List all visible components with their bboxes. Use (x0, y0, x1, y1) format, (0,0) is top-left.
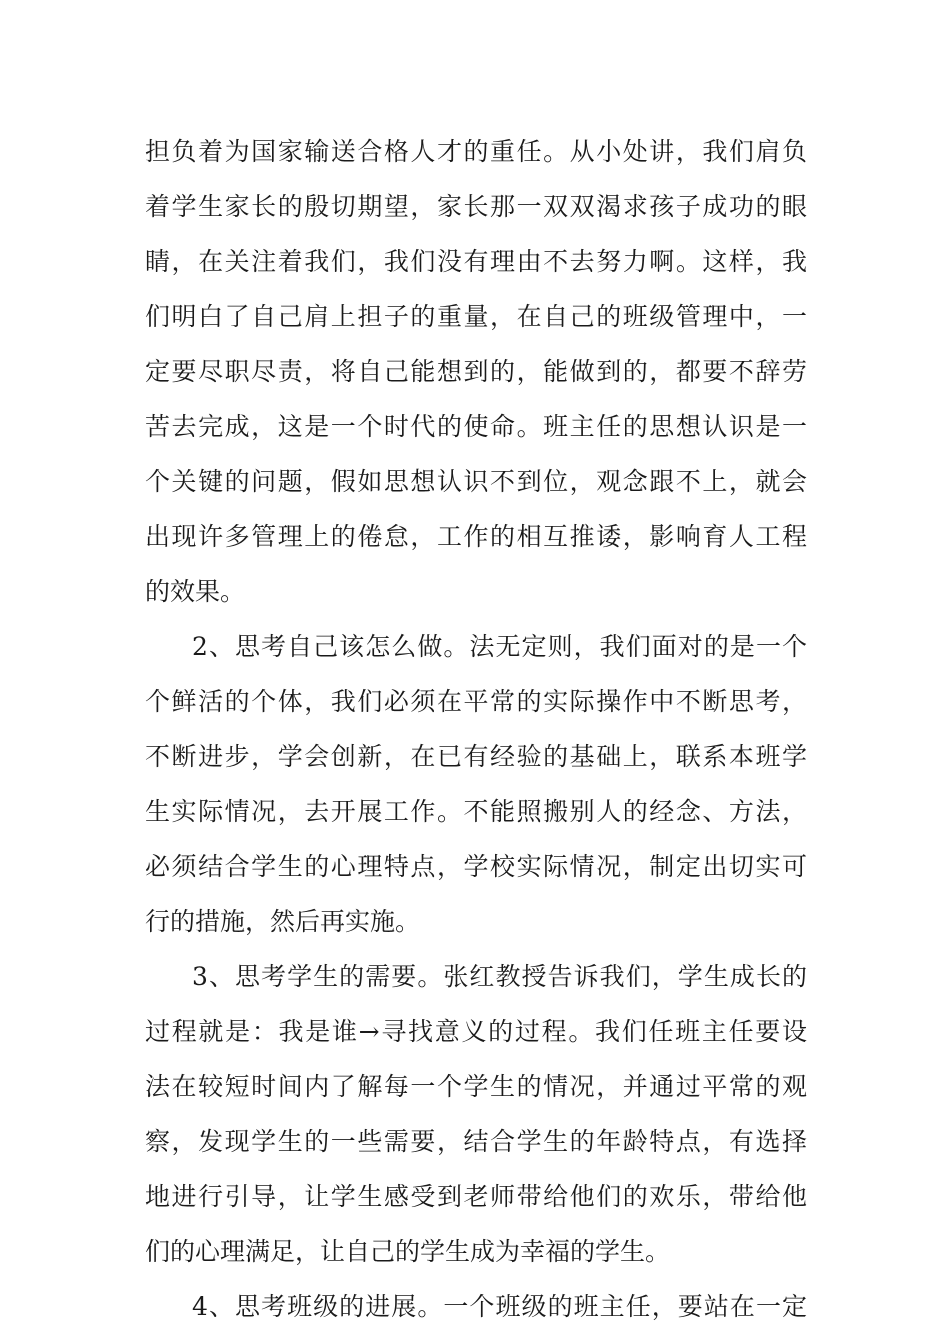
text-line-19: 察，发现学生的一些需要，结合学生的年龄特点，有选择 (145, 1127, 807, 1156)
text-line-4: 们明白了自己肩上担子的重量，在自己的班级管理中，一 (145, 302, 807, 331)
text-line-16: 3、思考学生的需要。张红教授告诉我们，学生成长的 (192, 962, 807, 991)
text-line-7: 个关键的问题，假如思想认识不到位，观念跟不上，就会 (145, 467, 807, 496)
text-line-3: 睛，在关注着我们，我们没有理由不去努力啊。这样，我 (145, 247, 807, 276)
document-body (145, 124, 807, 1334)
text-line-1: 担负着为国家输送合格人才的重任。从小处讲，我们肩负 (145, 137, 807, 166)
text-line-9: 的效果。 (145, 577, 246, 606)
text-line-13: 生实际情况，去开展工作。不能照搬别人的经念、方法， (145, 797, 807, 826)
text-line-12: 不断进步，学会创新，在已有经验的基础上，联系本班学 (145, 742, 807, 771)
text-line-2: 着学生家长的殷切期望，家长那一双双渴求孩子成功的眼 (145, 192, 807, 221)
text-line-5: 定要尽职尽责，将自己能想到的，能做到的，都要不辞劳 (145, 357, 807, 386)
text-line-8: 出现许多管理上的倦怠，工作的相互推诿，影响育人工程 (145, 522, 807, 551)
text-line-21: 们的心理满足，让自己的学生成为幸福的学生。 (145, 1237, 671, 1266)
text-line-18: 法在较短时间内了解每一个学生的情况，并通过平常的观 (145, 1072, 807, 1101)
text-line-10: 2、思考自己该怎么做。法无定则，我们面对的是一个 (192, 632, 807, 661)
text-line-22: 4、思考班级的进展。一个班级的班主任，要站在一定 (192, 1292, 807, 1321)
text-line-11: 个鲜活的个体，我们必须在平常的实际操作中不断思考， (145, 687, 807, 716)
text-line-6: 苦去完成，这是一个时代的使命。班主任的思想认识是一 (145, 412, 807, 441)
text-line-15: 行的措施，然后再实施。 (145, 907, 421, 936)
text-line-20: 地进行引导，让学生感受到老师带给他们的欢乐，带给他 (145, 1182, 807, 1211)
text-line-14: 必须结合学生的心理特点，学校实际情况，制定出切实可 (145, 852, 807, 881)
text-line-17: 过程就是：我是谁→寻找意义的过程。我们任班主任要设 (145, 1017, 807, 1046)
